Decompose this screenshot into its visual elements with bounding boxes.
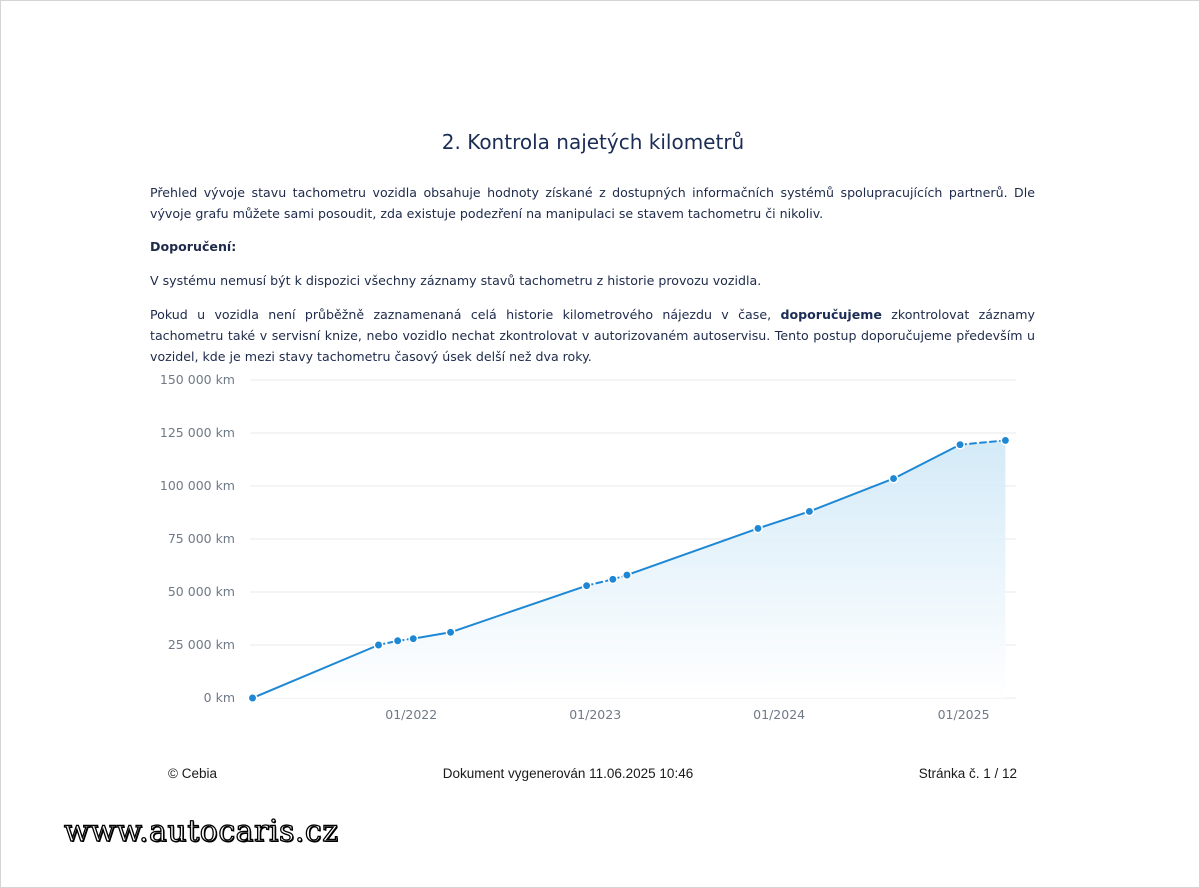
y-axis-labels	[160, 372, 235, 705]
data-point	[393, 637, 401, 645]
data-point	[248, 694, 256, 702]
watermark: www.autocaris.cz	[64, 814, 339, 849]
x-tick-label: 01/2023	[569, 707, 622, 722]
data-point	[582, 581, 590, 589]
y-tick-label: 100 000 km	[159, 478, 235, 493]
intro-paragraph: Přehled vývoje stavu tachometru vozidla obsahuje hodnoty získané z dostupných informačních systémů spolupracujících partnerů. Dle vývoje grafu můžete sami posoudit, zda existuje podezření na manipulaci se stavem tachometru či nikoliv.	[150, 184, 1035, 221]
page-title: 2. Kontrola najetých kilometrů	[441, 130, 745, 155]
note-paragraph: V systému nemusí být k dispozici všechny záznamy stavů tachometru z historie provozu vozidla.	[150, 272, 762, 288]
x-tick-label: 01/2022	[385, 707, 438, 722]
footer-generated: Dokument vygenerován 11.06.2025 10:46	[442, 766, 694, 781]
y-tick-label: 150 000 km	[159, 372, 235, 387]
data-point	[446, 628, 454, 636]
footer-copyright: © Cebia	[168, 766, 217, 781]
data-point	[889, 474, 897, 482]
advice-emphasis: doporučujeme	[780, 306, 882, 322]
y-tick-label: 50 000 km	[167, 584, 235, 599]
data-point	[623, 571, 631, 579]
footer-page-number: Stránka č. 1 / 12	[918, 766, 1017, 781]
data-point	[409, 634, 417, 642]
data-point	[374, 641, 382, 649]
x-tick-label: 01/2025	[937, 707, 990, 722]
y-tick-label: 25 000 km	[167, 637, 235, 652]
y-tick-label: 75 000 km	[167, 531, 235, 546]
data-point	[609, 575, 617, 583]
y-tick-label: 0 km	[203, 690, 235, 705]
advice-text-start: Pokud u vozidla není průběžně zaznamenaná celá historie kilometrového nájezdu v čase,	[150, 306, 781, 322]
x-tick-label: 01/2024	[753, 707, 806, 722]
y-tick-label: 125 000 km	[159, 425, 235, 440]
data-point	[956, 440, 964, 448]
advice-paragraph	[150, 304, 1035, 367]
data-point	[1001, 436, 1009, 444]
x-axis-labels	[385, 707, 989, 722]
recommendation-heading: Doporučení:	[150, 238, 237, 254]
advice-text-end: zkontrolovat záznamy tachometru také v servisní knize, nebo vozidlo nechat zkontrolovat v autorizovaném autoservisu. Tento postup doporučujeme především u vozidel, kde je mezi stavy tachometru časový úsek delší než dva roky.	[150, 306, 1035, 364]
data-point	[805, 507, 813, 515]
data-point	[754, 524, 762, 532]
odometer-chart	[140, 362, 1040, 732]
